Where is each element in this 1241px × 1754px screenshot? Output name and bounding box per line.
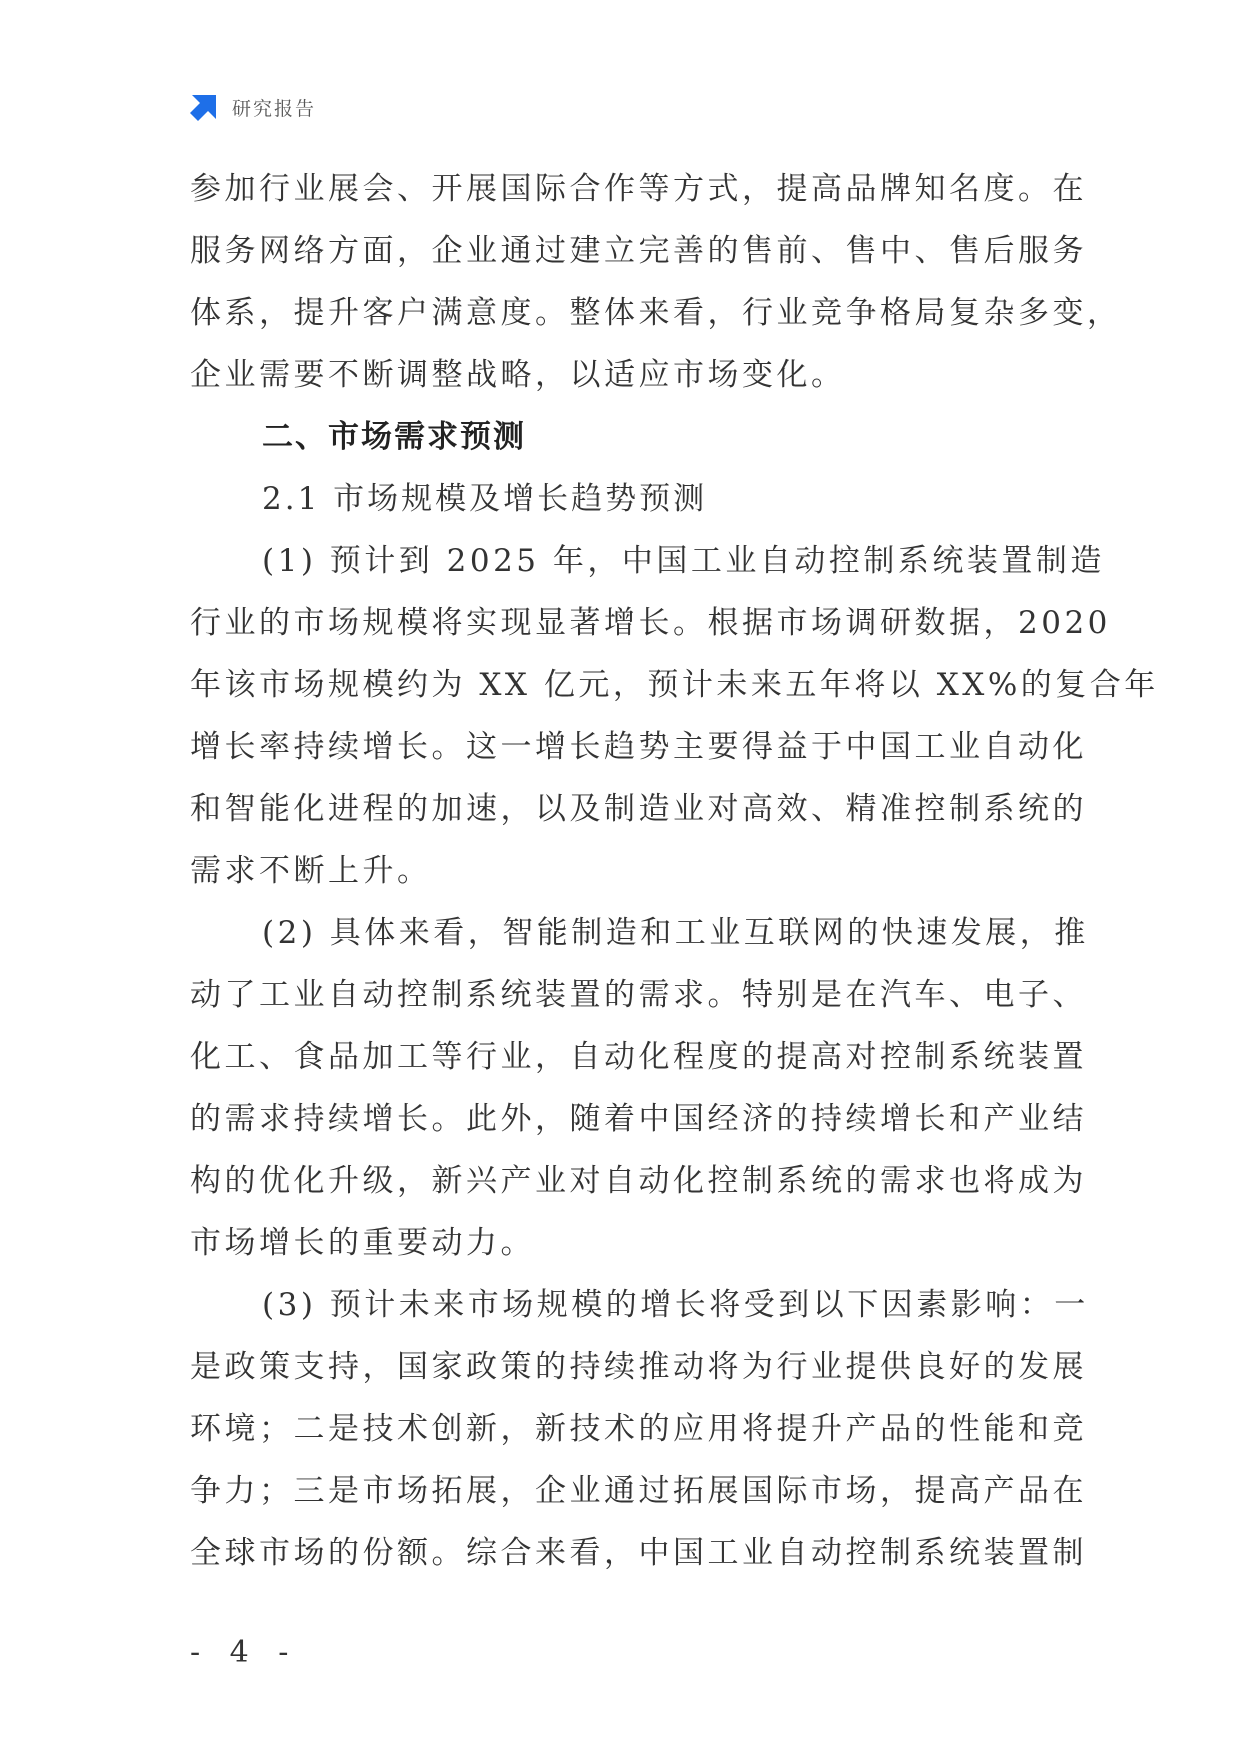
paragraph-line: 环境；二是技术创新，新技术的应用将提升产品的性能和竞 bbox=[190, 1411, 1087, 1447]
paragraph-line: 动了工业自动控制系统装置的需求。特别是在汽车、电子、 bbox=[190, 977, 1087, 1013]
paragraph-line: (1) 预计到 2025 年，中国工业自动控制系统装置制造 bbox=[262, 543, 1105, 579]
subsection-heading: 2.1 市场规模及增长趋势预测 bbox=[262, 481, 708, 517]
paragraph-line: 和智能化进程的加速，以及制造业对高效、精准控制系统的 bbox=[190, 791, 1087, 827]
paragraph-line: 体系，提升客户满意度。整体来看，行业竞争格局复杂多变， bbox=[190, 295, 1122, 331]
paragraph-line: 年该市场规模约为 XX 亿元，预计未来五年将以 XX%的复合年 bbox=[190, 667, 1159, 703]
paragraph-line: 参加行业展会、开展国际合作等方式，提高品牌知名度。在 bbox=[190, 171, 1087, 207]
paragraph-line: 服务网络方面，企业通过建立完善的售前、售中、售后服务 bbox=[190, 233, 1087, 269]
paragraph-line: 是政策支持，国家政策的持续推动将为行业提供良好的发展 bbox=[190, 1349, 1087, 1385]
document-body bbox=[190, 158, 1159, 1584]
paragraph-line: 争力；三是市场拓展，企业通过拓展国际市场，提高产品在 bbox=[190, 1473, 1087, 1509]
header-title: 研究报告 bbox=[232, 97, 317, 120]
paragraph-line: 的需求持续增长。此外，随着中国经济的持续增长和产业结 bbox=[190, 1101, 1087, 1137]
paragraph-line: 构的优化升级，新兴产业对自动化控制系统的需求也将成为 bbox=[190, 1163, 1087, 1199]
paragraph-line: 全球市场的份额。综合来看，中国工业自动控制系统装置制 bbox=[190, 1535, 1087, 1571]
paragraph-line: 化工、食品加工等行业，自动化程度的提高对控制系统装置 bbox=[190, 1039, 1087, 1075]
paragraph-line: 企业需要不断调整战略，以适应市场变化。 bbox=[190, 357, 846, 393]
page-number: - 4 - bbox=[190, 1635, 299, 1670]
paragraph-line: 行业的市场规模将实现显著增长。根据市场调研数据，2020 bbox=[190, 605, 1111, 641]
report-header bbox=[188, 90, 316, 124]
section-heading: 二、市场需求预测 bbox=[262, 419, 526, 455]
paragraph-line: (3) 预计未来市场规模的增长将受到以下因素影响：一 bbox=[262, 1287, 1089, 1323]
paragraph-line: 增长率持续增长。这一增长趋势主要得益于中国工业自动化 bbox=[190, 729, 1087, 765]
arrow-logo-icon bbox=[188, 91, 220, 123]
paragraph-line: 需求不断上升。 bbox=[190, 853, 432, 889]
paragraph-line: 市场增长的重要动力。 bbox=[190, 1225, 535, 1261]
paragraph-line: (2) 具体来看，智能制造和工业互联网的快速发展，推 bbox=[262, 915, 1089, 951]
